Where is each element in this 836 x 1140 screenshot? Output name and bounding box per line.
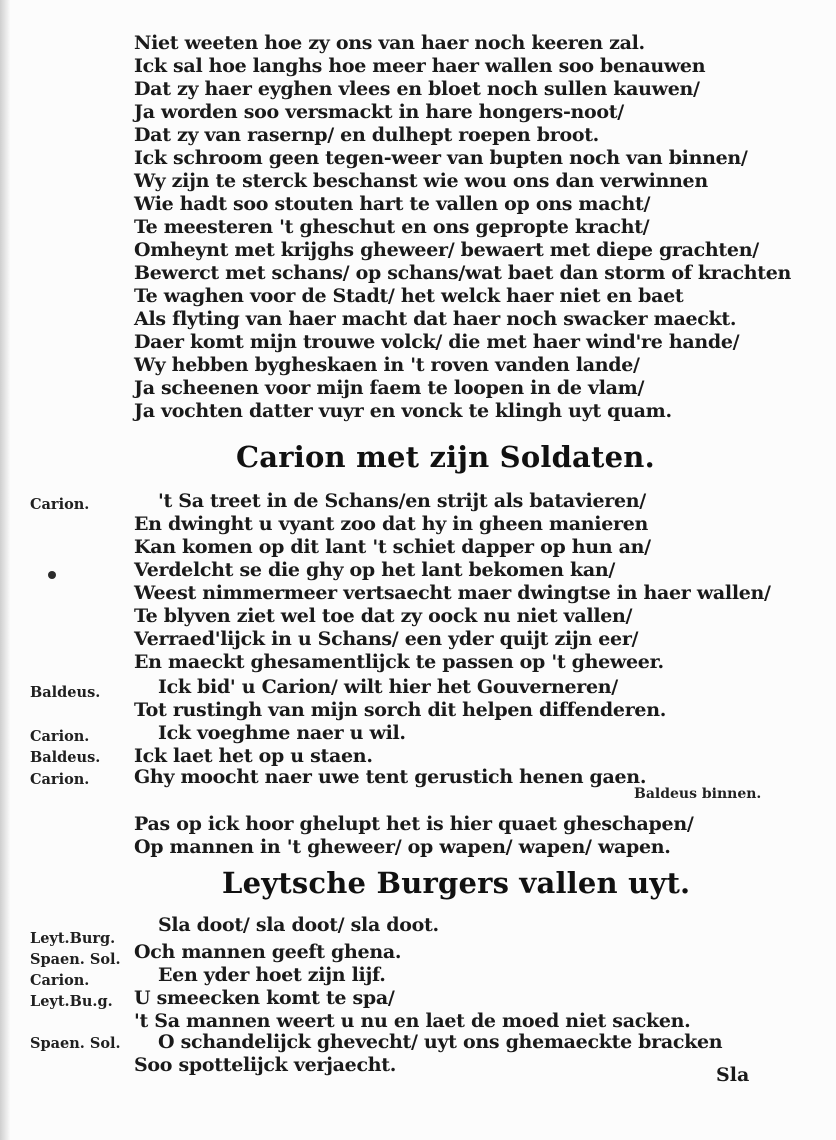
verse-line: Wie hadt soo stouten hart te vallen op ons macht/	[134, 193, 651, 215]
verse-line: Te meesteren 't gheschut en ons gepropte kracht/	[134, 216, 650, 238]
scene-heading: Leytsche Burgers vallen uyt.	[222, 866, 691, 900]
verse-line: Op mannen in 't gheweer/ op wapen/ wapen/ wapen.	[134, 836, 671, 858]
verse-line: Wy zijn te sterck beschanst wie wou ons dan verwinnen	[134, 170, 708, 192]
verse-line: Wy hebben bygheskaen in 't roven vanden lande/	[134, 354, 640, 376]
verse-line: 't Sa treet in de Schans/en strijt als batavieren/	[158, 490, 646, 512]
ink-blot	[48, 571, 56, 579]
verse-line: Bewerct met schans/ op schans/wat baet dan storm of krachten	[134, 262, 792, 284]
verse-line: Omheynt met krijghs gheweer/ bewaert met diepe grachten/	[134, 239, 759, 261]
verse-line: En dwinght u vyant zoo dat hy in gheen manieren	[134, 513, 649, 535]
verse-line: Tot rustingh van mijn sorch dit helpen diffenderen.	[134, 699, 667, 721]
verse-line: Als flyting van haer macht dat haer noch swacker maeckt.	[134, 308, 737, 330]
verse-line: Weest nimmermeer vertsaecht maer dwingtse in haer wallen/	[134, 582, 771, 604]
speaker-label: Spaen. Sol.	[30, 951, 121, 968]
stage-direction: Baldeus binnen.	[634, 786, 762, 802]
verse-line: Ick sal hoe langhs hoe meer haer wallen soo benauwen	[134, 55, 706, 77]
speaker-label: Leyt.Bu.g.	[30, 993, 113, 1010]
verse-line: Daer komt mijn trouwe volck/ die met haer wind're hande/	[134, 331, 740, 353]
speaker-label: Carion.	[30, 496, 90, 513]
verse-line: Kan komen op dit lant 't schiet dapper op hun an/	[134, 536, 651, 558]
verse-line: Ick bid' u Carion/ wilt hier het Gouverneren/	[158, 676, 618, 698]
verse-line: Dat zy haer eyghen vlees en bloet noch sullen kauwen/	[134, 78, 700, 100]
verse-line: Verdelcht se die ghy op het lant bekomen kan/	[134, 559, 615, 581]
page-edge-shadow	[0, 0, 10, 1140]
verse-line: Te waghen voor de Stadt/ het welck haer niet en baet	[134, 285, 684, 307]
verse-line: Och mannen geeft ghena.	[134, 941, 402, 963]
verse-line: Ick schroom geen tegen-weer van bupten noch van binnen/	[134, 147, 748, 169]
verse-line: Sla doot/ sla doot/ sla doot.	[158, 914, 439, 936]
verse-line: 't Sa mannen weert u nu en laet de moed niet sacken.	[134, 1010, 691, 1032]
verse-line: Pas op ick hoor ghelupt het is hier quaet gheschapen/	[134, 813, 694, 835]
verse-line: Een yder hoet zijn lijf.	[158, 964, 386, 986]
catchword: Sla	[716, 1064, 750, 1086]
verse-line: Ja worden soo versmackt in hare hongers-noot/	[134, 101, 624, 123]
speaker-label: Carion.	[30, 972, 90, 989]
verse-line: Te blyven ziet wel toe dat zy oock nu niet vallen/	[134, 605, 633, 627]
speaker-label: Carion.	[30, 728, 90, 745]
verse-line: Soo spottelijck verjaecht.	[134, 1054, 397, 1076]
speaker-label: Leyt.Burg.	[30, 930, 116, 947]
speaker-label: Spaen. Sol.	[30, 1035, 121, 1052]
verse-line: Verraed'lijck in u Schans/ een yder quijt zijn eer/	[134, 628, 639, 650]
verse-line: Ick laet het op u staen.	[134, 745, 373, 767]
verse-line: Ja scheenen voor mijn faem te loopen in de vlam/	[134, 377, 645, 399]
verse-line: U smeecken komt te spa/	[134, 987, 395, 1009]
speaker-label: Carion.	[30, 771, 90, 788]
verse-line: Ick voeghme naer u wil.	[158, 722, 406, 744]
speaker-label: Baldeus.	[30, 684, 101, 701]
verse-line: Ja vochten datter vuyr en vonck te klingh uyt quam.	[134, 400, 672, 422]
verse-line: Dat zy van rasernp/ en dulhept roepen broot.	[134, 124, 599, 146]
scene-heading: Carion met zijn Soldaten.	[236, 440, 655, 474]
verse-line: Niet weeten hoe zy ons van haer noch keeren zal.	[134, 32, 645, 54]
verse-line: O schandelijck ghevecht/ uyt ons ghemaeckte bracken	[158, 1031, 723, 1053]
verse-line: En maeckt ghesamentlijck te passen op 't gheweer.	[134, 651, 664, 673]
verse-line: Ghy moocht naer uwe tent gerustich henen gaen.	[134, 766, 647, 788]
speaker-label: Baldeus.	[30, 749, 101, 766]
